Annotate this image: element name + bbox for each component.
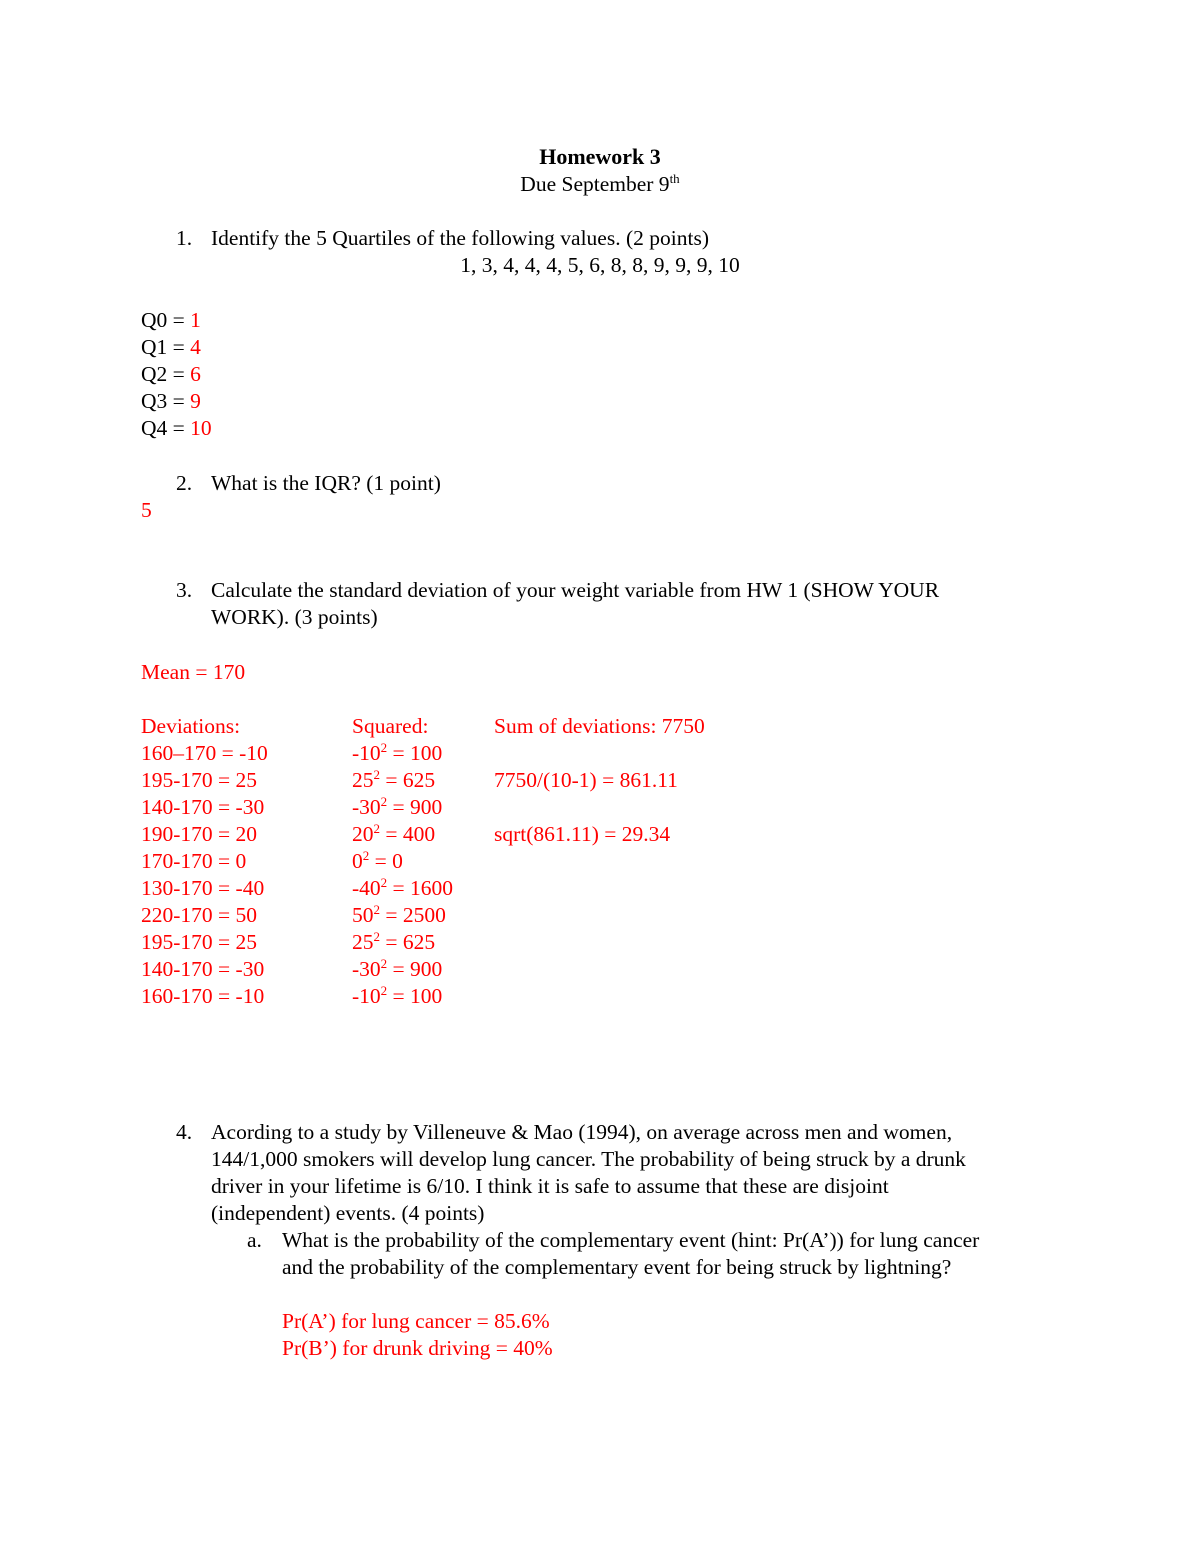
- q1-prompt: Identify the 5 Quartiles of the following values. (2 points): [211, 226, 709, 250]
- deviation-row: 140-170 = -30: [141, 957, 265, 981]
- quartile-value: 1: [190, 308, 201, 332]
- q3-prompt-line2: WORK). (3 points): [211, 605, 378, 629]
- q3-mean: Mean = 170: [141, 660, 246, 684]
- quartile-value: 6: [190, 362, 201, 386]
- q4a-line1: What is the probability of the complementary event (hint: Pr(A’)) for lung cancer: [282, 1228, 980, 1252]
- q2-prompt: What is the IQR? (1 point): [211, 471, 441, 495]
- q2-answer: 5: [141, 498, 152, 522]
- deviation-row: 140-170 = -30: [141, 795, 265, 819]
- squared-row: $-40^2 = 1600$: [352, 875, 454, 900]
- due-date-text: Due September 9: [520, 172, 670, 196]
- deviation-row: 130-170 = -40: [141, 876, 265, 900]
- deviations-header: Deviations:: [141, 714, 241, 738]
- deviation-row: 170-170 = 0: [141, 849, 247, 873]
- deviation-row: 160-170 = -10: [141, 984, 265, 1008]
- q4a-line2: and the probability of the complementary event for being struck by lightning?: [282, 1255, 952, 1279]
- due-date: [0, 171, 1200, 198]
- page-title: Homework 3: [539, 144, 661, 169]
- quartile-label: Q2 =: [141, 362, 191, 386]
- q1-answer-q2: [141, 361, 201, 388]
- q4a-letter: a.: [247, 1228, 262, 1252]
- q4a-answer-drunk-driving: Pr(B’) for drunk driving = 40%: [282, 1336, 553, 1360]
- squared-row: $0^2 = 0$: [352, 848, 403, 873]
- deviation-row: 160–170 = -10: [141, 741, 268, 765]
- q1-values: 1, 3, 4, 4, 4, 5, 6, 8, 8, 9, 9, 9, 10: [460, 253, 740, 277]
- q4-line: Acording to a study by Villeneuve & Mao (1994), on average across men and women,: [211, 1120, 953, 1144]
- squared-row: $25^2 = 625$: [352, 929, 436, 954]
- quartile-value: 9: [190, 389, 201, 413]
- q4-number: 4.: [176, 1120, 193, 1144]
- q3-prompt-line1: Calculate the standard deviation of your weight variable from HW 1 (SHOW YOUR: [211, 578, 940, 602]
- deviation-row: 190-170 = 20: [141, 822, 258, 846]
- variance-calc: 7750/(10-1) = 861.11: [494, 768, 678, 792]
- squared-row: $-30^2 = 900$: [352, 956, 443, 981]
- q1-answer-q3: [141, 388, 201, 415]
- squared-row: $-10^2 = 100$: [352, 740, 443, 765]
- due-date-suffix: th: [669, 171, 680, 186]
- squared-row: $25^2 = 625$: [352, 767, 436, 792]
- q4-line: 144/1,000 smokers will develop lung cancer. The probability of being struck by a drunk: [211, 1147, 966, 1171]
- squared-row: $50^2 = 2500$: [352, 902, 446, 927]
- deviation-row: 195-170 = 25: [141, 768, 258, 792]
- squared-row: $-30^2 = 900$: [352, 794, 443, 819]
- deviation-row: 220-170 = 50: [141, 903, 258, 927]
- squared-row: $20^2 = 400$: [352, 821, 436, 846]
- sd-calc: sqrt(861.11) = 29.34: [494, 822, 671, 846]
- q1-answer-q4: [141, 415, 212, 442]
- squared-row: $-10^2 = 100$: [352, 983, 443, 1008]
- quartile-label: Q1 =: [141, 335, 191, 359]
- quartile-label: Q4 =: [141, 416, 191, 440]
- q3-number: 3.: [176, 578, 193, 602]
- quartile-value: 10: [190, 416, 212, 440]
- q1-answer-q0: [141, 307, 201, 334]
- q1-number: 1.: [176, 226, 193, 250]
- sum-of-deviations: Sum of deviations: 7750: [494, 714, 705, 738]
- q1-answer-q1: [141, 334, 201, 361]
- q2-number: 2.: [176, 471, 193, 495]
- q4a-answer-lung-cancer: Pr(A’) for lung cancer = 85.6%: [282, 1309, 550, 1333]
- deviation-row: 195-170 = 25: [141, 930, 258, 954]
- q4-line: (independent) events. (4 points): [211, 1201, 485, 1225]
- quartile-label: Q0 =: [141, 308, 191, 332]
- squared-header: Squared:: [352, 714, 429, 738]
- quartile-value: 4: [190, 335, 201, 359]
- quartile-label: Q3 =: [141, 389, 191, 413]
- q4-line: driver in your lifetime is 6/10. I think it is safe to assume that these are disjoint: [211, 1174, 889, 1198]
